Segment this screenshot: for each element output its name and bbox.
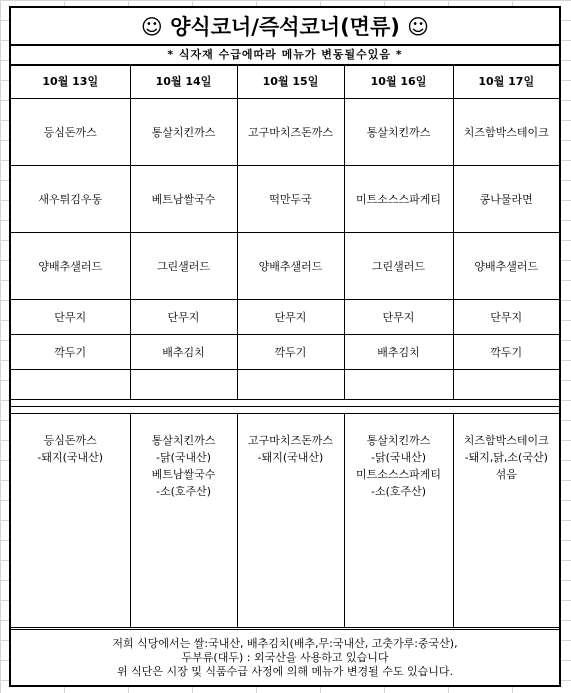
empty-cell (11, 370, 130, 400)
side-cell: 단무지 (237, 300, 344, 335)
noodle-cell: 새우튀김우동 (11, 166, 130, 233)
empty-cell (237, 370, 344, 400)
noodle-cell: 베트남쌀국수 (130, 166, 237, 233)
date-cell: 10월 13일 (11, 64, 130, 99)
date-cell: 10월 16일 (344, 64, 453, 99)
footer-line: 두부류(대두) : 외국산을 사용하고 있습니다 (181, 650, 389, 664)
origin-table (11, 414, 559, 627)
salad-cell: 그린샐러드 (130, 233, 237, 300)
blank-row (11, 370, 559, 400)
side-cell: 단무지 (11, 300, 130, 335)
noodle-cell: 미트소스스파게티 (344, 166, 453, 233)
side-cell: 배추김치 (130, 335, 237, 370)
origin-row (11, 414, 559, 627)
salad-cell: 양배추샐러드 (11, 233, 130, 300)
origin-line: 치즈함박스테이크 (463, 434, 549, 447)
origin-line: 고구마치즈돈까스 (247, 434, 333, 447)
origin-line: 통살치킨까스 (151, 434, 216, 447)
origin-cell (453, 414, 559, 627)
salad-cell: 그린샐러드 (344, 233, 453, 300)
date-cell: 10월 17일 (453, 64, 559, 99)
side-cell: 단무지 (453, 300, 559, 335)
date-cell: 10월 15일 (237, 64, 344, 99)
origin-line: -돼지,닭,소(국산) (464, 451, 548, 464)
salad-row (11, 233, 559, 300)
footer-line: 저희 식당에서는 쌀:국내산, 배추김치(배추,무:국내산, 고춧가루:중국산), (112, 636, 458, 650)
empty-cell (344, 370, 453, 400)
menu-notice: * 식자재 수급에따라 메뉴가 변동될수있음 * (11, 44, 559, 66)
main-dish-row (11, 99, 559, 166)
side-cell: 단무지 (344, 300, 453, 335)
origin-line: -소(호주산) (155, 485, 212, 498)
origin-cell (237, 414, 344, 627)
origin-line: 베트남쌀국수 (151, 468, 216, 481)
empty-cell (130, 370, 237, 400)
noodle-row (11, 166, 559, 233)
noodle-cell: 떡만두국 (237, 166, 344, 233)
side-row-1 (11, 300, 559, 335)
main-dish-cell: 통살치킨까스 (130, 99, 237, 166)
footer-note (11, 627, 559, 685)
date-row (11, 64, 559, 99)
origin-line: 섞음 (495, 468, 517, 481)
origin-line: -돼지(국내산) (257, 451, 324, 464)
origin-cell (344, 414, 453, 627)
main-dish-cell: 고구마치즈돈까스 (237, 99, 344, 166)
origin-line: -닭(국내산) (155, 451, 212, 464)
empty-cell (453, 370, 559, 400)
menu-grid (11, 64, 559, 400)
side-cell: 깍두기 (11, 335, 130, 370)
main-dish-cell: 통살치킨까스 (344, 99, 453, 166)
salad-cell: 양배추샐러드 (453, 233, 559, 300)
main-dish-cell: 치즈함박스테이크 (453, 99, 559, 166)
side-cell: 깍두기 (237, 335, 344, 370)
weekly-menu (9, 6, 561, 687)
origin-line: -돼지(국내산) (37, 451, 104, 464)
side-row-2 (11, 335, 559, 370)
origin-line: 통살치킨까스 (366, 434, 431, 447)
origin-cell (11, 414, 130, 627)
origin-line: -소(호주산) (370, 485, 427, 498)
salad-cell: 양배추샐러드 (237, 233, 344, 300)
footer-line: 위 식단은 시장 및 식품수급 사정에 의해 메뉴가 변경될 수도 있습니다. (117, 664, 453, 678)
main-dish-cell: 등심돈까스 (11, 99, 130, 166)
origin-line: 미트소스스파게티 (355, 468, 441, 481)
date-cell: 10월 14일 (130, 64, 237, 99)
side-cell: 깍두기 (453, 335, 559, 370)
origin-line: 등심돈까스 (43, 434, 97, 447)
menu-title: ☺ 양식코너/즉석코너(면류) ☺ (11, 8, 559, 46)
origin-line: -닭(국내산) (370, 451, 427, 464)
side-cell: 배추김치 (344, 335, 453, 370)
section-divider (11, 406, 559, 414)
noodle-cell: 콩나물라면 (453, 166, 559, 233)
side-cell: 단무지 (130, 300, 237, 335)
origin-cell (130, 414, 237, 627)
